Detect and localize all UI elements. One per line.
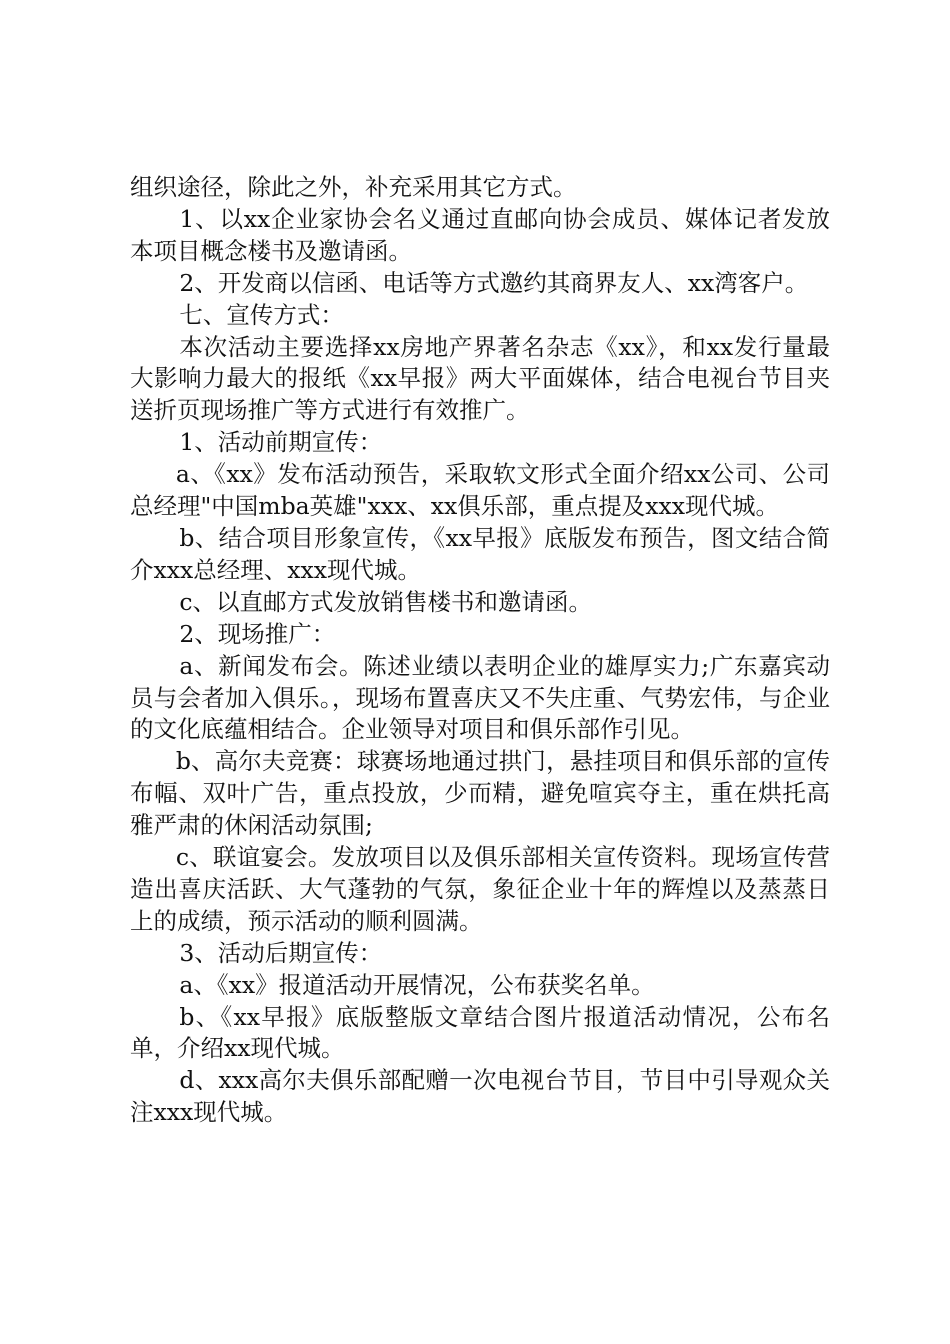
paragraph-onsite-a: a、新闻发布会。陈述业绩以表明企业的雄厚实力;广东嘉宾动员与会者加入俱乐。，现场布置喜庆又不失庄重、气势宏伟，与企业的文化底蕴相结合。企业领导对项目和俱乐部作引见。 <box>130 651 830 744</box>
subheading-post-event: 3、活动后期宣传： <box>179 938 383 967</box>
paragraph-post-event-b: b、《xx早报》底版整版文章结合图片报道活动情况，公布名单，介绍xx现代城。 <box>130 1002 830 1063</box>
paragraph-onsite-c: c、联谊宴会。发放项目以及俱乐部相关宣传资料。现场宣传营造出喜庆活跃、大气蓬勃的气氛，象征企业十年的辉煌以及蒸蒸日上的成绩，预示活动的顺利圆满。 <box>130 843 830 935</box>
paragraph-post-event-a: a、《xx》报道活动开展情况，公布获奖名单。 <box>179 970 655 999</box>
paragraph-item-1: 1、以xx企业家协会名义通过直邮向协会成员、媒体记者发放本项目概念楼书及邀请函。 <box>130 204 830 265</box>
paragraph-post-event-d: d、xxx高尔夫俱乐部配赠一次电视台节目，节目中引导观众关注xxx现代城。 <box>130 1066 830 1127</box>
section-heading-publicity: 七、宣传方式： <box>179 300 344 329</box>
paragraph-pre-event-b: b、结合项目形象宣传，《xx早报》底版发布预告，图文结合简介xxx总经理、xxx现代城。 <box>130 523 830 584</box>
subheading-pre-event: 1、活动前期宣传： <box>179 428 383 457</box>
subheading-onsite: 2、现场推广： <box>179 619 336 648</box>
paragraph-pre-event-a: a、《xx》发布活动预告，采取软文形式全面介绍xx公司、公司总经理"中国mba英雄"xxx、xx俱乐部，重点提及xxx现代城。 <box>130 460 830 521</box>
paragraph-publicity-intro: 本次活动主要选择xx房地产界著名杂志《xx》，和xx发行量最大影响力最大的报纸《xx早报》两大平面媒体，结合电视台节目夹送折页现场推广等方式进行有效推广。 <box>130 332 830 425</box>
document-body <box>130 172 830 1129</box>
paragraph-onsite-b: b、高尔夫竞赛：球赛场地通过拱门，悬挂项目和俱乐部的宣传布幅、双叶广告，重点投放，少而精，避免喧宾夺主，重在烘托高雅严肃的休闲活动氛围; <box>130 747 830 840</box>
paragraph-continuation: 组织途径，除此之外，补充采用其它方式。 <box>130 173 577 201</box>
paragraph-item-2: 2、开发商以信函、电话等方式邀约其商界友人、xx湾客户。 <box>179 268 809 297</box>
paragraph-pre-event-c: c、以直邮方式发放销售楼书和邀请函。 <box>179 587 593 616</box>
